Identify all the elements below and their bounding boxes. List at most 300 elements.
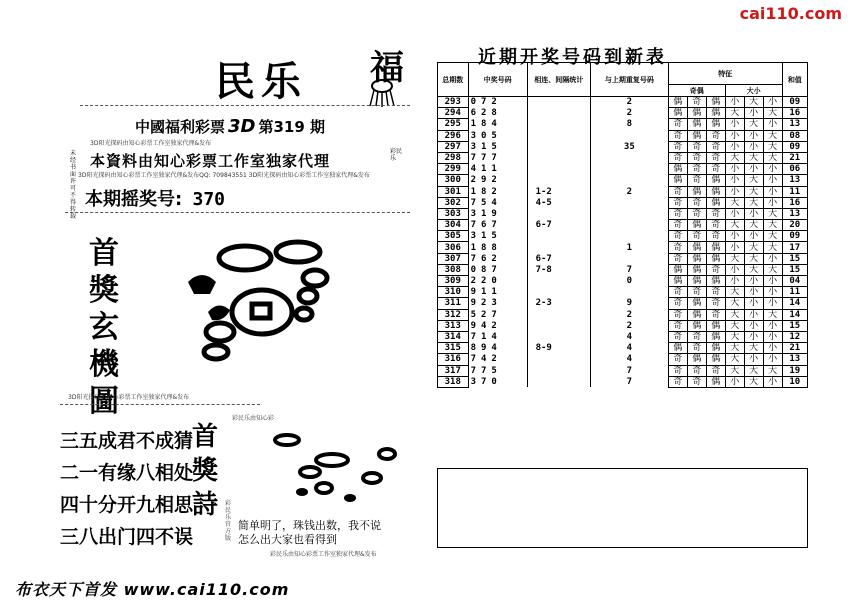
cell-repeat: 4 <box>590 354 668 365</box>
cell-repeat: 2 <box>590 97 668 108</box>
cell-winning-number: 767 <box>468 220 527 231</box>
cell-winning-number: 087 <box>468 264 527 275</box>
cell-sum: 13 <box>782 208 807 219</box>
prize-poem <box>60 425 193 553</box>
table-row <box>438 343 808 354</box>
cell-big-small: 大 <box>744 343 763 354</box>
table-title: 近期开奖号码到新表 <box>478 47 667 68</box>
cell-odd-even: 偶 <box>687 298 706 309</box>
table-row <box>438 309 808 320</box>
cell-big-small: 大 <box>763 242 782 253</box>
cell-odd-even: 奇 <box>706 298 725 309</box>
cell-big-small: 小 <box>744 331 763 342</box>
cell-repeat <box>590 208 668 219</box>
title-char: 圖 <box>89 384 119 419</box>
cell-repeat <box>590 220 668 231</box>
cell-repeat: 8 <box>590 119 668 130</box>
cell-adjacent <box>527 130 590 141</box>
cell-adjacent <box>527 97 590 108</box>
cell-big-small: 大 <box>725 298 744 309</box>
cell-odd-even: 偶 <box>706 320 725 331</box>
cell-adjacent <box>527 231 590 242</box>
cell-adjacent <box>527 164 590 175</box>
cell-odd-even: 偶 <box>706 108 725 119</box>
cell-big-small: 大 <box>744 152 763 163</box>
table-row <box>438 365 808 376</box>
cell-big-small: 小 <box>763 164 782 175</box>
cell-odd-even: 奇 <box>687 164 706 175</box>
cell-big-small: 大 <box>763 152 782 163</box>
cell-odd-even: 奇 <box>687 197 706 208</box>
cell-issue: 300 <box>438 175 469 186</box>
cell-big-small: 小 <box>744 309 763 320</box>
cell-big-small: 小 <box>763 320 782 331</box>
cell-winning-number: 188 <box>468 242 527 253</box>
cell-sum: 15 <box>782 253 807 264</box>
cell-adjacent: 2-3 <box>527 298 590 309</box>
header-issue: 总期数 <box>438 63 469 97</box>
cell-odd-even: 偶 <box>668 264 687 275</box>
cell-sum: 13 <box>782 354 807 365</box>
cell-adjacent <box>527 175 590 186</box>
cell-big-small: 小 <box>763 331 782 342</box>
cell-odd-even: 奇 <box>706 287 725 298</box>
cell-odd-even: 奇 <box>668 208 687 219</box>
cell-odd-even: 奇 <box>668 220 687 231</box>
cell-winning-number: 319 <box>468 208 527 219</box>
cell-winning-number: 184 <box>468 119 527 130</box>
cell-winning-number: 911 <box>468 287 527 298</box>
cell-odd-even: 偶 <box>687 253 706 264</box>
cell-big-small: 小 <box>763 175 782 186</box>
header-features: 特征 <box>668 63 782 85</box>
cell-adjacent <box>527 152 590 163</box>
cell-winning-number: 292 <box>468 175 527 186</box>
cell-odd-even: 奇 <box>668 309 687 320</box>
cell-big-small: 大 <box>744 119 763 130</box>
cell-winning-number: 923 <box>468 298 527 309</box>
cell-repeat <box>590 152 668 163</box>
cell-winning-number: 315 <box>468 231 527 242</box>
cell-repeat <box>590 253 668 264</box>
cell-odd-even: 偶 <box>706 354 725 365</box>
cell-big-small: 小 <box>725 119 744 130</box>
cell-sum: 08 <box>782 130 807 141</box>
cell-odd-even: 奇 <box>706 231 725 242</box>
cell-adjacent <box>527 276 590 287</box>
cell-big-small: 小 <box>763 343 782 354</box>
cell-big-small: 小 <box>725 175 744 186</box>
cell-big-small: 大 <box>725 354 744 365</box>
puzzle-image <box>180 230 360 390</box>
issue-number: 第319 期 <box>258 118 326 136</box>
cell-odd-even: 偶 <box>706 376 725 387</box>
poem-mark-top: 彩民乐由知心彩 <box>232 415 275 422</box>
cell-odd-even: 奇 <box>706 208 725 219</box>
cell-odd-even: 偶 <box>668 175 687 186</box>
cell-repeat: 35 <box>590 141 668 152</box>
cell-repeat: 2 <box>590 320 668 331</box>
cell-issue: 294 <box>438 108 469 119</box>
cell-winning-number: 942 <box>468 320 527 331</box>
poem-line: 三五成君不成猜 <box>60 430 194 452</box>
cell-issue: 315 <box>438 343 469 354</box>
cell-odd-even: 偶 <box>687 276 706 287</box>
cell-adjacent: 8-9 <box>527 343 590 354</box>
cell-big-small: 大 <box>763 108 782 119</box>
cell-sum: 16 <box>782 108 807 119</box>
cell-repeat: 4 <box>590 343 668 354</box>
cell-odd-even: 奇 <box>668 320 687 331</box>
cell-issue: 298 <box>438 152 469 163</box>
cell-big-small: 大 <box>725 343 744 354</box>
puzzle-caption: 3D阳光探码由知心彩票工作室独家代理&发布 <box>68 394 190 401</box>
cell-sum: 09 <box>782 141 807 152</box>
cell-odd-even: 偶 <box>668 164 687 175</box>
poem-vertical-title <box>190 420 220 522</box>
cell-odd-even: 偶 <box>706 276 725 287</box>
cell-odd-even: 偶 <box>687 242 706 253</box>
cell-odd-even: 奇 <box>687 331 706 342</box>
cell-big-small: 小 <box>763 287 782 298</box>
table-row <box>438 97 808 108</box>
cell-adjacent: 4-5 <box>527 197 590 208</box>
cell-repeat: 2 <box>590 309 668 320</box>
cell-adjacent <box>527 108 590 119</box>
cell-big-small: 小 <box>725 164 744 175</box>
agent-line: 本資料由知心彩票工作室独家代理 <box>90 152 331 170</box>
cell-odd-even: 奇 <box>668 365 687 376</box>
cell-odd-even: 奇 <box>668 354 687 365</box>
header-big-small: 大小 <box>725 85 782 97</box>
cell-big-small: 小 <box>725 130 744 141</box>
cell-issue: 305 <box>438 231 469 242</box>
cell-adjacent <box>527 309 590 320</box>
cell-big-small: 大 <box>744 365 763 376</box>
cell-issue: 296 <box>438 130 469 141</box>
cell-adjacent: 7-8 <box>527 264 590 275</box>
title-char: 機 <box>89 347 119 382</box>
cell-big-small: 大 <box>725 320 744 331</box>
cell-odd-even: 偶 <box>706 253 725 264</box>
cell-odd-even: 偶 <box>687 320 706 331</box>
cell-repeat: 2 <box>590 108 668 119</box>
cell-odd-even: 偶 <box>687 119 706 130</box>
cell-repeat <box>590 175 668 186</box>
cell-odd-even: 偶 <box>706 186 725 197</box>
cell-adjacent <box>527 119 590 130</box>
cell-winning-number: 220 <box>468 276 527 287</box>
cell-big-small: 小 <box>744 298 763 309</box>
table-row <box>438 320 808 331</box>
issue-title <box>135 116 325 137</box>
cell-winning-number: 182 <box>468 186 527 197</box>
fu-character: 福 <box>370 48 404 88</box>
table-row <box>438 376 808 387</box>
agent-fineprint: 3D阳光探码由知心彩票工作室独家代理&发布 <box>90 140 212 147</box>
cell-sum: 11 <box>782 287 807 298</box>
cell-big-small: 小 <box>725 186 744 197</box>
cell-big-small: 大 <box>763 309 782 320</box>
cell-big-small: 小 <box>744 164 763 175</box>
cell-adjacent <box>527 141 590 152</box>
cell-big-small: 大 <box>725 287 744 298</box>
cell-big-small: 小 <box>725 242 744 253</box>
header-odd-even: 奇偶 <box>668 85 725 97</box>
issue-prefix: 中國福利彩票 <box>135 118 226 136</box>
draw-number: 370 <box>192 189 225 210</box>
cell-big-small: 小 <box>744 108 763 119</box>
cell-sum: 16 <box>782 197 807 208</box>
cell-odd-even: 偶 <box>706 175 725 186</box>
cell-big-small: 大 <box>744 376 763 387</box>
cell-big-small: 小 <box>725 141 744 152</box>
cell-odd-even: 偶 <box>706 97 725 108</box>
cell-big-small: 小 <box>763 276 782 287</box>
cell-sum: 15 <box>782 264 807 275</box>
cell-issue: 309 <box>438 276 469 287</box>
cell-odd-even: 奇 <box>706 264 725 275</box>
cell-sum: 19 <box>782 365 807 376</box>
cell-issue: 302 <box>438 197 469 208</box>
cell-repeat <box>590 164 668 175</box>
cell-big-small: 大 <box>744 175 763 186</box>
cell-big-small: 大 <box>725 197 744 208</box>
cell-issue: 312 <box>438 309 469 320</box>
table-row <box>438 130 808 141</box>
tip-line: 简单明了，珠钱出数，我不说 <box>238 519 381 532</box>
cell-odd-even: 奇 <box>687 231 706 242</box>
cell-adjacent: 6-7 <box>527 253 590 264</box>
table-row <box>438 164 808 175</box>
cell-repeat: 7 <box>590 264 668 275</box>
cell-winning-number: 775 <box>468 365 527 376</box>
cell-odd-even: 奇 <box>668 376 687 387</box>
cell-big-small: 小 <box>744 130 763 141</box>
cell-big-small: 大 <box>744 242 763 253</box>
cell-odd-even: 奇 <box>706 164 725 175</box>
cell-issue: 306 <box>438 242 469 253</box>
cell-sum: 12 <box>782 331 807 342</box>
draw-label: 本期摇奖号: <box>85 189 183 210</box>
cell-odd-even: 偶 <box>706 242 725 253</box>
poem-line: 三八出门四不误 <box>60 526 194 548</box>
header-repeat: 与上期重复号码 <box>590 63 668 97</box>
cell-odd-even: 偶 <box>668 97 687 108</box>
cell-big-small: 大 <box>763 365 782 376</box>
cell-big-small: 小 <box>744 276 763 287</box>
cell-odd-even: 偶 <box>706 119 725 130</box>
cell-repeat: 2 <box>590 186 668 197</box>
cell-issue: 303 <box>438 208 469 219</box>
cell-adjacent <box>527 208 590 219</box>
cell-issue: 301 <box>438 186 469 197</box>
cell-odd-even: 偶 <box>706 343 725 354</box>
table-row <box>438 253 808 264</box>
cell-odd-even: 奇 <box>706 141 725 152</box>
cell-big-small: 大 <box>763 220 782 231</box>
table-row <box>438 175 808 186</box>
cell-big-small: 大 <box>725 220 744 231</box>
cell-winning-number: 894 <box>468 343 527 354</box>
cell-big-small: 小 <box>744 320 763 331</box>
cell-odd-even: 偶 <box>668 343 687 354</box>
cell-big-small: 小 <box>725 264 744 275</box>
cell-winning-number: 315 <box>468 141 527 152</box>
cell-odd-even: 偶 <box>687 220 706 231</box>
cell-odd-even: 奇 <box>687 141 706 152</box>
cell-odd-even: 奇 <box>668 119 687 130</box>
poem-image <box>262 430 412 510</box>
title-char: 首 <box>89 236 119 271</box>
cell-big-small: 大 <box>763 231 782 242</box>
title-char: 獎 <box>191 456 218 486</box>
table-row <box>438 186 808 197</box>
table-row <box>438 119 808 130</box>
table-row <box>438 108 808 119</box>
cell-repeat: 7 <box>590 365 668 376</box>
cell-winning-number: 305 <box>468 130 527 141</box>
cell-big-small: 小 <box>763 97 782 108</box>
cell-big-small: 大 <box>725 108 744 119</box>
cell-winning-number: 762 <box>468 253 527 264</box>
title-char: 玄 <box>89 310 119 345</box>
cell-odd-even: 奇 <box>668 287 687 298</box>
cell-sum: 11 <box>782 186 807 197</box>
cell-odd-even: 奇 <box>687 287 706 298</box>
cell-winning-number: 628 <box>468 108 527 119</box>
cell-issue: 318 <box>438 376 469 387</box>
cell-adjacent <box>527 287 590 298</box>
table-row <box>438 220 808 231</box>
cell-big-small: 小 <box>763 197 782 208</box>
cell-adjacent <box>527 242 590 253</box>
cell-sum: 09 <box>782 231 807 242</box>
cell-odd-even: 奇 <box>668 186 687 197</box>
cell-repeat: 4 <box>590 331 668 342</box>
poem-line: 二一有缘八相处 <box>60 462 194 484</box>
cell-sum: 20 <box>782 220 807 231</box>
cell-odd-even: 奇 <box>706 220 725 231</box>
notes-box <box>437 468 808 548</box>
cell-winning-number: 072 <box>468 97 527 108</box>
cell-odd-even: 偶 <box>687 264 706 275</box>
cell-big-small: 小 <box>725 276 744 287</box>
cell-odd-even: 奇 <box>668 298 687 309</box>
cell-winning-number: 777 <box>468 152 527 163</box>
cell-big-small: 小 <box>763 253 782 264</box>
cell-repeat <box>590 130 668 141</box>
cell-issue: 310 <box>438 287 469 298</box>
header-adjacent: 相连、间隔统计 <box>527 63 590 97</box>
cell-issue: 304 <box>438 220 469 231</box>
logo-text: 民乐 <box>215 58 307 105</box>
cell-winning-number: 742 <box>468 354 527 365</box>
cell-big-small: 大 <box>744 97 763 108</box>
cell-repeat: 7 <box>590 376 668 387</box>
cell-repeat: 0 <box>590 276 668 287</box>
cell-odd-even: 偶 <box>687 186 706 197</box>
cell-sum: 13 <box>782 175 807 186</box>
cell-odd-even: 偶 <box>687 130 706 141</box>
recent-draws-table <box>437 62 808 388</box>
cell-adjacent <box>527 376 590 387</box>
cell-odd-even: 奇 <box>668 197 687 208</box>
cell-odd-even: 奇 <box>706 309 725 320</box>
table-row <box>438 276 808 287</box>
cell-odd-even: 偶 <box>687 309 706 320</box>
cell-sum: 17 <box>782 242 807 253</box>
cell-odd-even: 奇 <box>668 242 687 253</box>
cell-sum: 14 <box>782 298 807 309</box>
cell-odd-even: 偶 <box>668 276 687 287</box>
cell-odd-even: 奇 <box>668 130 687 141</box>
cell-odd-even: 奇 <box>668 253 687 264</box>
poem-line: 四十分开九相思 <box>60 494 194 516</box>
cell-big-small: 小 <box>763 376 782 387</box>
cell-big-small: 大 <box>763 264 782 275</box>
cell-odd-even: 奇 <box>668 331 687 342</box>
table-row <box>438 298 808 309</box>
cell-issue: 314 <box>438 331 469 342</box>
cell-issue: 299 <box>438 164 469 175</box>
cell-sum: 04 <box>782 276 807 287</box>
header-winning: 中奖号码 <box>468 63 527 97</box>
cell-odd-even: 奇 <box>687 376 706 387</box>
cell-big-small: 大 <box>725 331 744 342</box>
cell-odd-even: 偶 <box>706 331 725 342</box>
table-row <box>438 231 808 242</box>
cell-odd-even: 奇 <box>668 231 687 242</box>
cell-sum: 21 <box>782 152 807 163</box>
cell-sum: 14 <box>782 309 807 320</box>
cell-issue: 297 <box>438 141 469 152</box>
cell-issue: 295 <box>438 119 469 130</box>
cell-adjacent <box>527 320 590 331</box>
cell-big-small: 小 <box>744 231 763 242</box>
cell-odd-even: 偶 <box>668 108 687 119</box>
cell-big-small: 大 <box>744 186 763 197</box>
cell-big-small: 大 <box>725 253 744 264</box>
cell-issue: 313 <box>438 320 469 331</box>
issue-game: 3D <box>228 116 256 137</box>
cell-winning-number: 411 <box>468 164 527 175</box>
cell-big-small: 大 <box>763 208 782 219</box>
cell-big-small: 小 <box>725 97 744 108</box>
fortune-tassel-icon <box>362 78 402 108</box>
cell-big-small: 大 <box>763 141 782 152</box>
table-row <box>438 264 808 275</box>
cell-odd-even: 奇 <box>687 97 706 108</box>
side-mark-left: 未经书面许可不得转载 <box>70 150 77 220</box>
cell-sum: 09 <box>782 97 807 108</box>
cell-repeat: 9 <box>590 298 668 309</box>
site-watermark: cai110.com <box>739 4 842 23</box>
cell-odd-even: 奇 <box>706 130 725 141</box>
cell-big-small: 小 <box>725 231 744 242</box>
poem-mark-vertical: 彩民乐官方版 <box>225 500 232 542</box>
cell-issue: 317 <box>438 365 469 376</box>
cell-adjacent <box>527 354 590 365</box>
cell-big-small: 小 <box>744 208 763 219</box>
cell-big-small: 小 <box>763 298 782 309</box>
table-row <box>438 331 808 342</box>
cell-issue: 316 <box>438 354 469 365</box>
cell-issue: 308 <box>438 264 469 275</box>
cell-odd-even: 奇 <box>687 208 706 219</box>
cell-odd-even: 奇 <box>687 152 706 163</box>
cell-winning-number: 714 <box>468 331 527 342</box>
